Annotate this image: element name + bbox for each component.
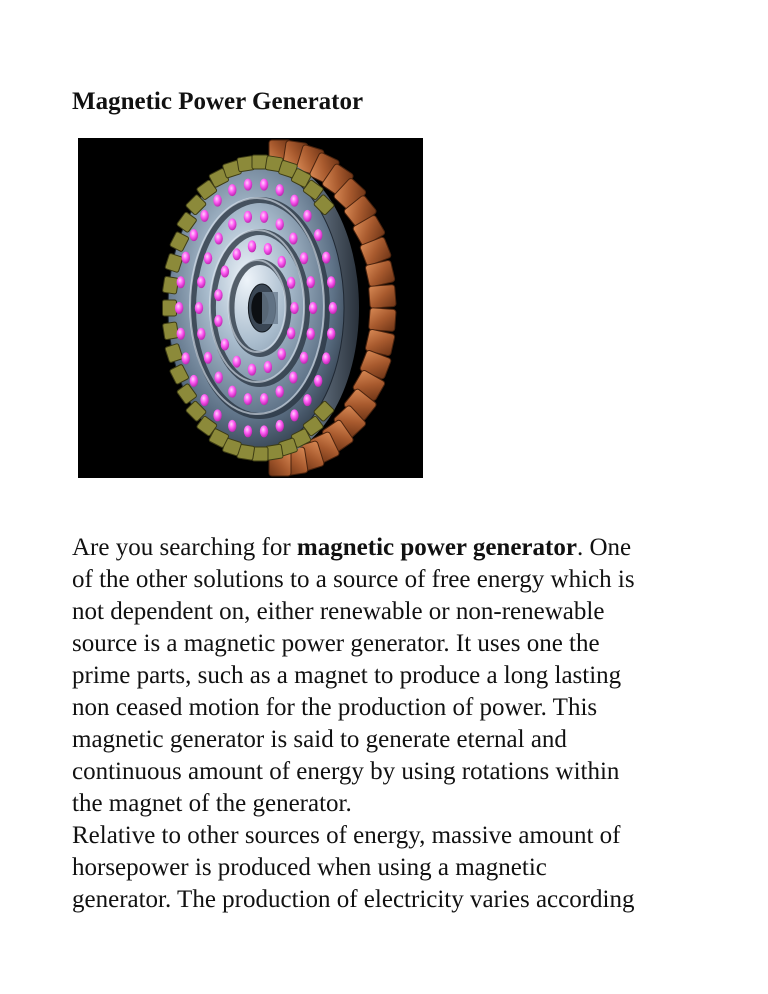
magnet [177, 328, 185, 340]
magnet [276, 184, 284, 196]
text-line: magnetic generator is said to generate eternal and [72, 726, 567, 753]
generator-figure [78, 138, 423, 478]
text-line: generator. The production of electricity varies according [72, 886, 635, 913]
magnet [182, 252, 190, 264]
magnet [177, 276, 185, 288]
document-title: Magnetic Power Generator [72, 88, 364, 115]
magnet [248, 364, 256, 376]
magnet [314, 375, 322, 387]
text-segment: Are you searching for [72, 534, 297, 561]
magnet [214, 315, 222, 327]
magnetic-generator-illustration [78, 138, 423, 478]
magnet [244, 179, 252, 191]
magnet [260, 393, 268, 405]
magnet [307, 328, 315, 340]
magnet [233, 248, 241, 260]
magnet [228, 386, 236, 398]
magnet [264, 361, 272, 373]
magnet [303, 210, 311, 222]
magnet [190, 375, 198, 387]
magnet [182, 352, 190, 364]
generator-drawing [162, 140, 396, 476]
paragraph-1 [72, 532, 712, 820]
magnet [264, 243, 272, 255]
magnet [300, 252, 308, 264]
bold-keyword: magnetic power generator [296, 534, 577, 561]
coil [369, 284, 397, 308]
magnet [244, 393, 252, 405]
magnet [329, 302, 337, 314]
text-line: prime parts, such as a magnet to produce a long lasting [72, 662, 622, 689]
magnet [309, 302, 317, 314]
magnet [290, 409, 298, 421]
magnet [248, 240, 256, 252]
text-line: the magnet of the generator. [72, 790, 352, 817]
magnet [244, 425, 252, 437]
magnet [233, 356, 241, 368]
magnet [289, 372, 297, 384]
magnet [276, 420, 284, 432]
magnet [275, 386, 283, 398]
text-line: non ceased motion for the production of power. This [72, 694, 598, 721]
magnet [260, 425, 268, 437]
text-line: of the other solutions to a source of free energy which is [72, 566, 635, 593]
magnet [221, 338, 229, 350]
magnet [322, 352, 330, 364]
magnet [244, 211, 252, 223]
magnet [278, 348, 286, 360]
magnet [287, 327, 295, 339]
magnet [314, 229, 322, 241]
text-line: continuous amount of energy by using rotations within [72, 758, 620, 785]
axle [262, 292, 278, 324]
text-line: not dependent on, either renewable or non-renewable [72, 598, 605, 625]
magnet [200, 210, 208, 222]
magnet [275, 218, 283, 230]
magnet [190, 229, 198, 241]
magnet [200, 394, 208, 406]
magnet [278, 256, 286, 268]
magnet [327, 276, 335, 288]
rim-block [163, 300, 177, 316]
text-line: horsepower is produced when using a magnetic [72, 854, 547, 881]
text-line: Relative to other sources of energy, massive amount of [72, 822, 621, 849]
magnet [289, 232, 297, 244]
magnet [197, 328, 205, 340]
magnet [300, 352, 308, 364]
body-text [72, 532, 712, 916]
magnet [322, 252, 330, 264]
magnet [214, 232, 222, 244]
magnet [175, 302, 183, 314]
magnet [228, 184, 236, 196]
magnet [290, 302, 298, 314]
magnet [197, 276, 205, 288]
rim-block [162, 322, 178, 340]
magnet [287, 277, 295, 289]
paragraph-2 [72, 820, 712, 916]
magnet [260, 179, 268, 191]
magnet [204, 252, 212, 264]
magnet [221, 266, 229, 278]
magnet [303, 394, 311, 406]
magnet [213, 195, 221, 207]
magnet [228, 218, 236, 230]
magnet [214, 372, 222, 384]
coil [369, 308, 397, 332]
text-line: source is a magnetic power generator. It uses one the [72, 630, 600, 657]
text-segment: . One [576, 534, 632, 561]
magnet [290, 195, 298, 207]
magnet [228, 420, 236, 432]
magnet [214, 289, 222, 301]
magnet [213, 409, 221, 421]
magnet [195, 302, 203, 314]
magnet [327, 328, 335, 340]
magnet [204, 352, 212, 364]
magnet [307, 276, 315, 288]
rim-block [162, 276, 178, 294]
paragraph-1-line-1 [72, 532, 712, 564]
magnet [260, 211, 268, 223]
